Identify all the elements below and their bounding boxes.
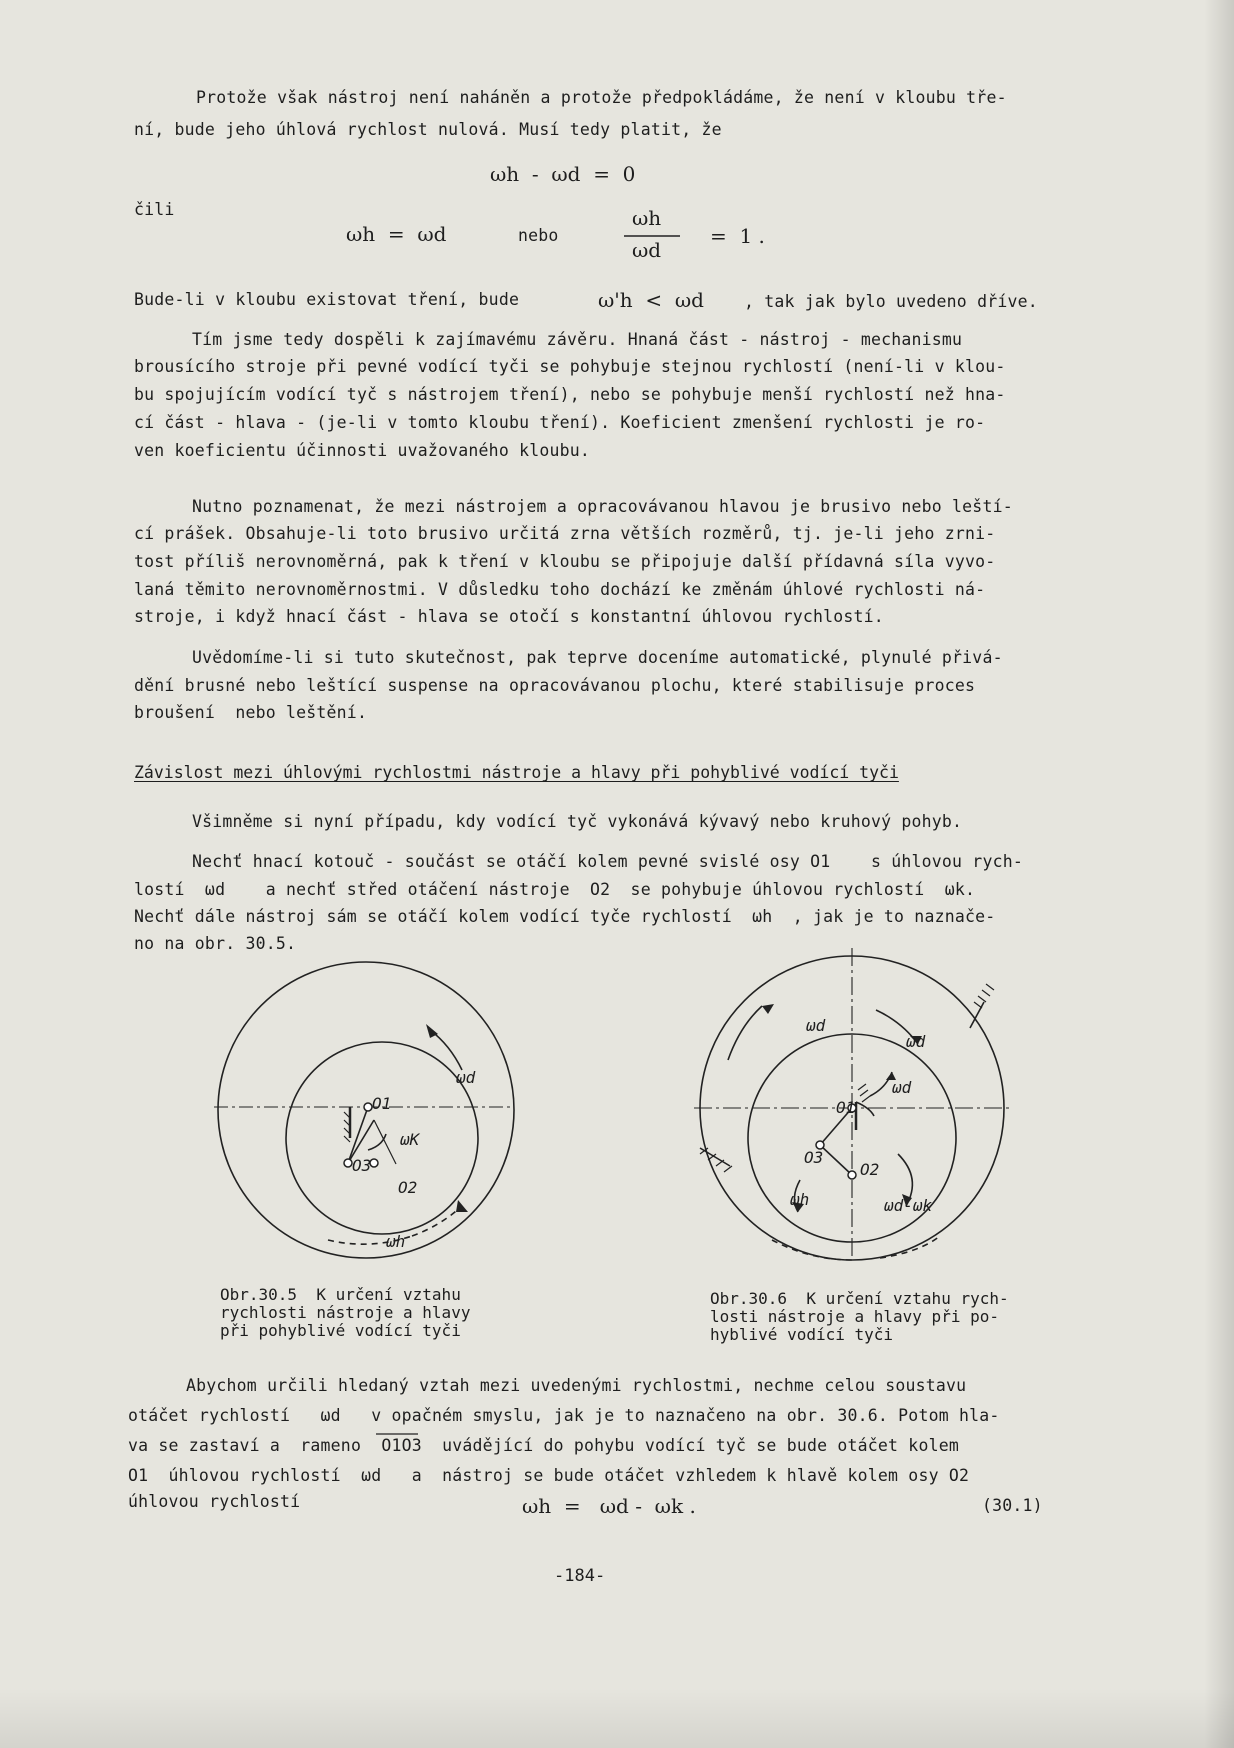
figure2-caption-line: losti nástroje a hlavy při po- bbox=[710, 1307, 999, 1326]
paragraph5-line: Uvědomíme-li si tuto skutečnost, pak teprve doceníme automatické, plynulé přivá- bbox=[192, 648, 1003, 667]
overline-o1o3 bbox=[376, 1432, 420, 1438]
fig2-label-wh: ωh bbox=[790, 1190, 810, 1209]
figure2-caption-line: hyblivé vodící tyči bbox=[710, 1325, 894, 1344]
paragraph5-line: broušení nebo leštění. bbox=[134, 703, 368, 722]
equation-2-nebo: nebo bbox=[518, 226, 559, 245]
paragraph8-line1: Abychom určili hledaný vztah mezi uvedenými rychlostmi, nechme celou soustavu bbox=[186, 1376, 967, 1395]
paragraph4-line: tost příliš nerovnoměrná, pak k tření v kloubu se připojuje další přídavná síla vyvo- bbox=[134, 552, 996, 571]
paragraph4-line: cí prášek. Obsahuje-li toto brusivo určitá zrna větších rozměrů, tj. je-li jeho zrni- bbox=[134, 524, 996, 543]
paragraph8-line2: otáčet rychlostí ωd v opačném smyslu, jak je to naznačeno na obr. 30.6. Potom hla- bbox=[128, 1406, 1000, 1425]
fig2-label-wd-small: ωd bbox=[892, 1078, 912, 1097]
tool-circle bbox=[286, 1042, 478, 1234]
point-o3 bbox=[344, 1159, 352, 1167]
figure2-caption-line: Obr.30.6 K určení vztahu rych- bbox=[710, 1289, 1009, 1308]
fig2-label-o1: O1 bbox=[836, 1098, 856, 1117]
figure-30-6 bbox=[680, 940, 1040, 1270]
arrow-wd-arc bbox=[430, 1030, 462, 1070]
fig1-label-o3: O3 bbox=[352, 1156, 372, 1175]
paragraph1-line2: ní, bude jeho úhlová rychlost nulová. Musí tedy platit, že bbox=[134, 120, 722, 139]
paragraph8-line4: O1 úhlovou rychlostí ωd a nástroj se bude otáčet vzhledem k hlavě kolem osy O2 bbox=[128, 1466, 970, 1485]
figure1-caption-line: rychlosti nástroje a hlavy bbox=[220, 1303, 471, 1322]
paragraph3-line: cí část - hlava - (je-li v tomto kloubu tření). Koeficient zmenšení rychlosti je ro- bbox=[134, 413, 986, 432]
paragraph4-line: Nutno poznamenat, že mezi nástrojem a opracovávanou hlavou je brusivo nebo leští- bbox=[192, 497, 1013, 516]
page-edge-shadow bbox=[1204, 0, 1234, 1748]
arrow-wh-head bbox=[456, 1200, 468, 1212]
figure1-caption-line: Obr.30.5 K určení vztahu bbox=[220, 1285, 461, 1304]
fig1-label-o1: O1 bbox=[372, 1094, 392, 1113]
paragraph8-line3: va se zastaví a rameno O1O3 uvádějící do pohybu vodící tyč se bude otáčet kolem bbox=[128, 1436, 959, 1455]
page-bottom-shadow bbox=[0, 1688, 1234, 1748]
equation-2-left: ωh = ωd bbox=[346, 222, 447, 246]
fig2-label-wd-inner: ωd bbox=[806, 1016, 826, 1035]
fig1-label-wk: ωK bbox=[400, 1130, 420, 1149]
fig1-label-o2: O2 bbox=[398, 1178, 418, 1197]
paragraph7-line4: no na obr. 30.5. bbox=[134, 934, 297, 953]
equation-2-rhs: = 1 . bbox=[710, 224, 765, 248]
fig2-label-o2: O2 bbox=[860, 1160, 880, 1179]
equation-30-1: ωh = ωd - ωk . bbox=[522, 1494, 696, 1518]
equation-number: (30.1) bbox=[982, 1496, 1043, 1515]
point-o1 bbox=[364, 1103, 372, 1111]
cili-label: čili bbox=[134, 200, 175, 219]
equation-2-denominator: ωd bbox=[632, 238, 662, 262]
paragraph1-line1: Protože však nástroj není naháněn a protože předpokládáme, že není v kloubu tře- bbox=[196, 88, 1007, 107]
fig1-label-wd: ωd bbox=[456, 1068, 476, 1087]
equation-1: ωh - ωd = 0 bbox=[490, 162, 636, 186]
paragraph7-line2: lostí ωd a nechť střed otáčení nástroje O2 se pohybuje úhlovou rychlostí ωk. bbox=[134, 880, 976, 899]
paragraph7-line1: Nechť hnací kotouč - součást se otáčí kolem pevné svislé osy O1 s úhlovou rych- bbox=[192, 852, 1023, 871]
equation-2-numerator: ωh bbox=[632, 206, 662, 230]
paragraph3-line: ven koeficientu účinnosti uvažovaného kloubu. bbox=[134, 441, 591, 460]
figure1-caption-line: při pohyblivé vodící tyči bbox=[220, 1321, 461, 1340]
section-heading: Závislost mezi úhlovými rychlostmi nástroje a hlavy při pohyblivé vodící tyči bbox=[134, 763, 899, 782]
figure-30-5 bbox=[200, 950, 530, 1270]
paragraph6-line1: Všimněme si nyní případu, kdy vodící tyč vykonává kývavý nebo kruhový pohyb. bbox=[192, 812, 963, 831]
fig2-label-wd-wk: ωd-ωk bbox=[884, 1196, 933, 1215]
paragraph2-text-b: , tak jak bylo uvedeno dříve. bbox=[744, 292, 1038, 311]
paragraph3-line: Tím jsme tedy dospěli k zajímavému závěru. Hnaná část - nástroj - mechanismu bbox=[192, 330, 963, 349]
paragraph8-line5: úhlovou rychlostí bbox=[128, 1492, 301, 1511]
paragraph7-line3: Nechť dále nástroj sám se otáčí kolem vodící tyče rychlostí ωh , jak je to naznače- bbox=[134, 907, 996, 926]
paragraph2-text-a: Bude-li v kloubu existovat tření, bude bbox=[134, 290, 520, 309]
fig2-label-wd-outer: ωd bbox=[906, 1032, 926, 1051]
paragraph4-line: laná těmito nerovnoměrnostmi. V důsledku toho dochází ke změnám úhlové rychlosti ná- bbox=[134, 580, 986, 599]
point-o2 bbox=[848, 1171, 856, 1179]
paragraph4-line: stroje, i když hnací část - hlava se otočí s konstantní úhlovou rychlostí. bbox=[134, 607, 884, 626]
arrow-wd-small bbox=[870, 1072, 892, 1096]
page-number: -184- bbox=[554, 1566, 606, 1586]
hatch-right bbox=[974, 984, 994, 1008]
paragraph3-line: brousícího stroje při pevné vodící tyči se pohybuje stejnou rychlostí (není-li v klou- bbox=[134, 357, 1006, 376]
fig1-label-wh: ωh bbox=[386, 1232, 406, 1251]
paragraph5-line: dění brusné nebo leštící suspense na opracovávanou plochu, které stabilisuje proces bbox=[134, 676, 976, 695]
paragraph3-line: bu spojujícím vodící tyč s nástrojem tření), nebo se pohybuje menší rychlostí než hna- bbox=[134, 385, 1006, 404]
fig2-label-o3: O3 bbox=[804, 1148, 824, 1167]
paragraph2-math: ω'h < ωd bbox=[598, 288, 704, 312]
